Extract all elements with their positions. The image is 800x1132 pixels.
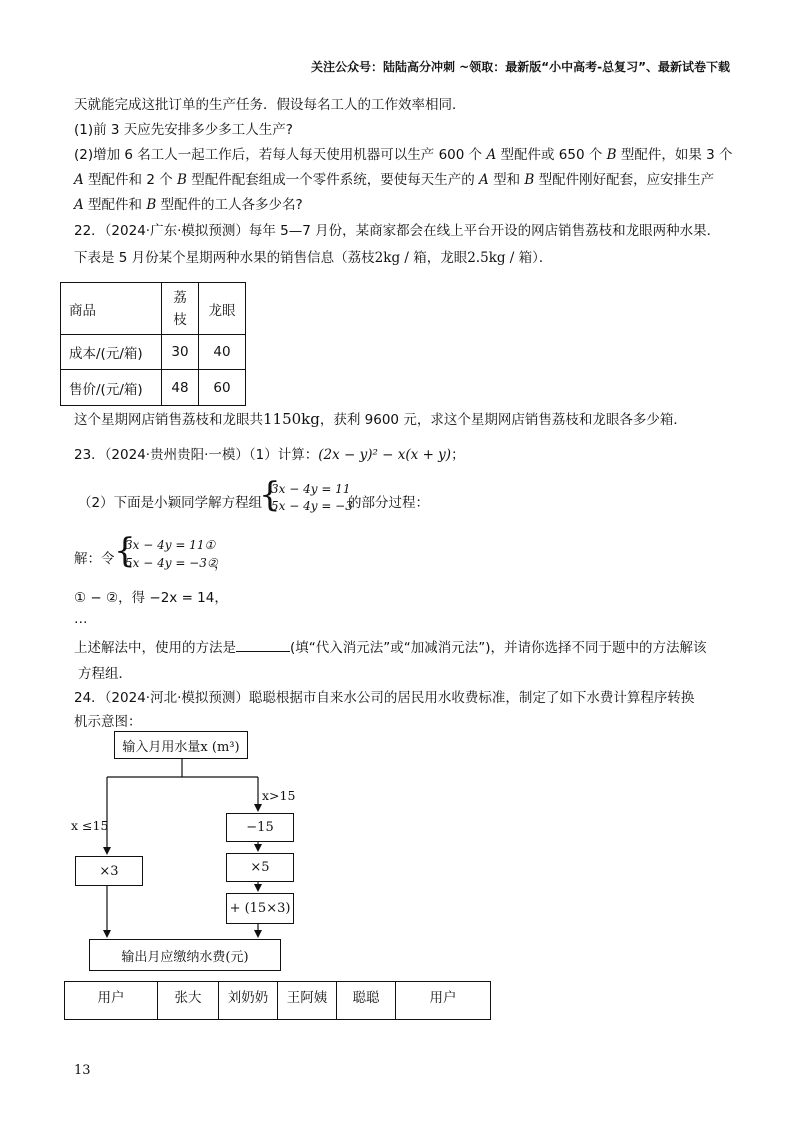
- text: 箱）．: [518, 250, 553, 266]
- text: 型配件的工人各多少名?: [156, 197, 303, 213]
- table-header-cell: 张大: [158, 982, 219, 1020]
- table-header-cell: 荔 枝: [162, 283, 199, 335]
- brace-icon: {: [259, 475, 281, 515]
- solution-label: 解：令: [74, 551, 115, 567]
- ellipsis: …: [74, 611, 88, 627]
- output-box: 输出月应缴纳水费(元): [89, 939, 281, 971]
- table-header-cell: 商品: [61, 283, 162, 335]
- system-eq2: 5x − 4y = −3: [271, 499, 353, 513]
- text: 型配件配套组成一个零件系统，要使每天生产的: [186, 172, 480, 188]
- page-header: 关注公众号：陆陆高分冲刺 ~领取：最新版“小中高考-总复习”、最新试卷下载: [311, 60, 730, 74]
- multiply-5-box: ×5: [226, 853, 294, 882]
- comma: ，: [214, 556, 228, 572]
- text: 型配件刚好配套，应安排生产: [534, 172, 715, 188]
- q24-line1: 24．（2024·河北·模拟预测）聪聪根据市自来水公司的居民用水收费标准，制定了如下水费计算程序转换: [74, 690, 695, 706]
- table-cell: 40: [199, 335, 246, 370]
- table-header-cell: 王阿姨: [278, 982, 337, 1020]
- solution-eq2: 5x − 4y = −3②: [125, 556, 218, 570]
- text: 型配件，如果 3 个: [616, 147, 733, 163]
- var-b: B: [146, 197, 157, 213]
- text: 下表是 5 月份某个星期两种水果的销售信息（荔枝: [74, 250, 375, 266]
- solution-eq1: 3x − 4y = 11①: [125, 538, 216, 552]
- solution-step: ① − ②，得 −2x = 14，: [74, 590, 228, 606]
- text: 型配件和: [83, 197, 147, 213]
- var-b: B: [606, 147, 617, 163]
- table-cell: 60: [199, 370, 246, 406]
- text: 型配件和 2 个: [83, 172, 178, 188]
- table-cell: 售价/(元/箱): [61, 370, 162, 406]
- text: ，获利 9600 元，求这个星期网店销售荔枝和龙眼各多少箱．: [319, 412, 687, 428]
- brace-icon: {: [114, 531, 136, 571]
- text: (填“代入消元法”或“加减消元法”)，并请你选择不同于题中的方法解该: [290, 640, 707, 656]
- table-header-cell: 龙眼: [199, 283, 246, 335]
- q24-line2: 机示意图：: [74, 714, 142, 730]
- var-b: B: [524, 172, 535, 188]
- table-header-cell: 刘奶奶: [219, 982, 278, 1020]
- q23-part2-tail: 的部分过程：: [348, 495, 429, 511]
- q22-line1: 22．（2024·广东·模拟预测）每年 5—7 月份，某商家都会在线上平台开设的网店销售荔枝和龙眼两种水果．: [74, 223, 721, 239]
- user-table: [64, 981, 491, 1020]
- table-cell: 48: [162, 370, 199, 406]
- table-header-cell: 用户: [396, 982, 491, 1020]
- text: (2)增加 6 名工人一起工作后，若每人每天使用机器可以生产 600 个: [74, 147, 487, 163]
- plus-45-box: + (15×3): [226, 893, 294, 924]
- text: 23．（2024·贵州贵阳·一模）（1）计算：: [74, 447, 319, 463]
- unit: 2.5kg /: [467, 250, 519, 266]
- condition-left: x ≤15: [71, 818, 109, 833]
- table-cell: 成本/(元/箱): [61, 335, 162, 370]
- table-header-cell: 聪聪: [337, 982, 396, 1020]
- condition-right: x>15: [262, 788, 296, 803]
- table-cell: 30: [162, 335, 199, 370]
- q21-continuation: 天就能完成这批订单的生产任务．假设每名工人的工作效率相同．: [74, 97, 466, 113]
- table-row: [65, 982, 491, 1020]
- page-number: 13: [74, 1063, 91, 1078]
- text: 箱，龙眼: [413, 250, 468, 266]
- var-b: B: [177, 172, 187, 188]
- var-a: A: [74, 172, 84, 188]
- multiply-3-box: ×3: [75, 856, 143, 886]
- text: 上述解法中，使用的方法是: [74, 640, 236, 656]
- unit: 2kg /: [374, 250, 414, 266]
- expression: (2x − y)² − x(x + y): [318, 447, 452, 463]
- var-a: A: [486, 147, 497, 163]
- weight: 1150kg: [263, 410, 320, 428]
- system-eq1: 3x − 4y = 11: [271, 482, 351, 496]
- text: 型配件或 650 个: [496, 147, 607, 163]
- table-header-cell: 用户: [65, 982, 158, 1020]
- text: 这个星期网店销售荔枝和龙眼共: [74, 412, 263, 428]
- var-a: A: [479, 172, 489, 188]
- text: ；: [451, 447, 465, 463]
- q21-part1: (1)前 3 天应先安排多少多工人生产?: [74, 122, 293, 138]
- input-box: 输入月用水量x (m³): [114, 731, 248, 759]
- q23-part2-intro: （2）下面是小颖同学解方程组: [78, 495, 263, 511]
- var-a: A: [74, 197, 84, 213]
- text: 型和: [488, 172, 525, 188]
- minus-15-box: −15: [226, 813, 294, 842]
- q23-method-line2: 方程组．: [78, 666, 132, 682]
